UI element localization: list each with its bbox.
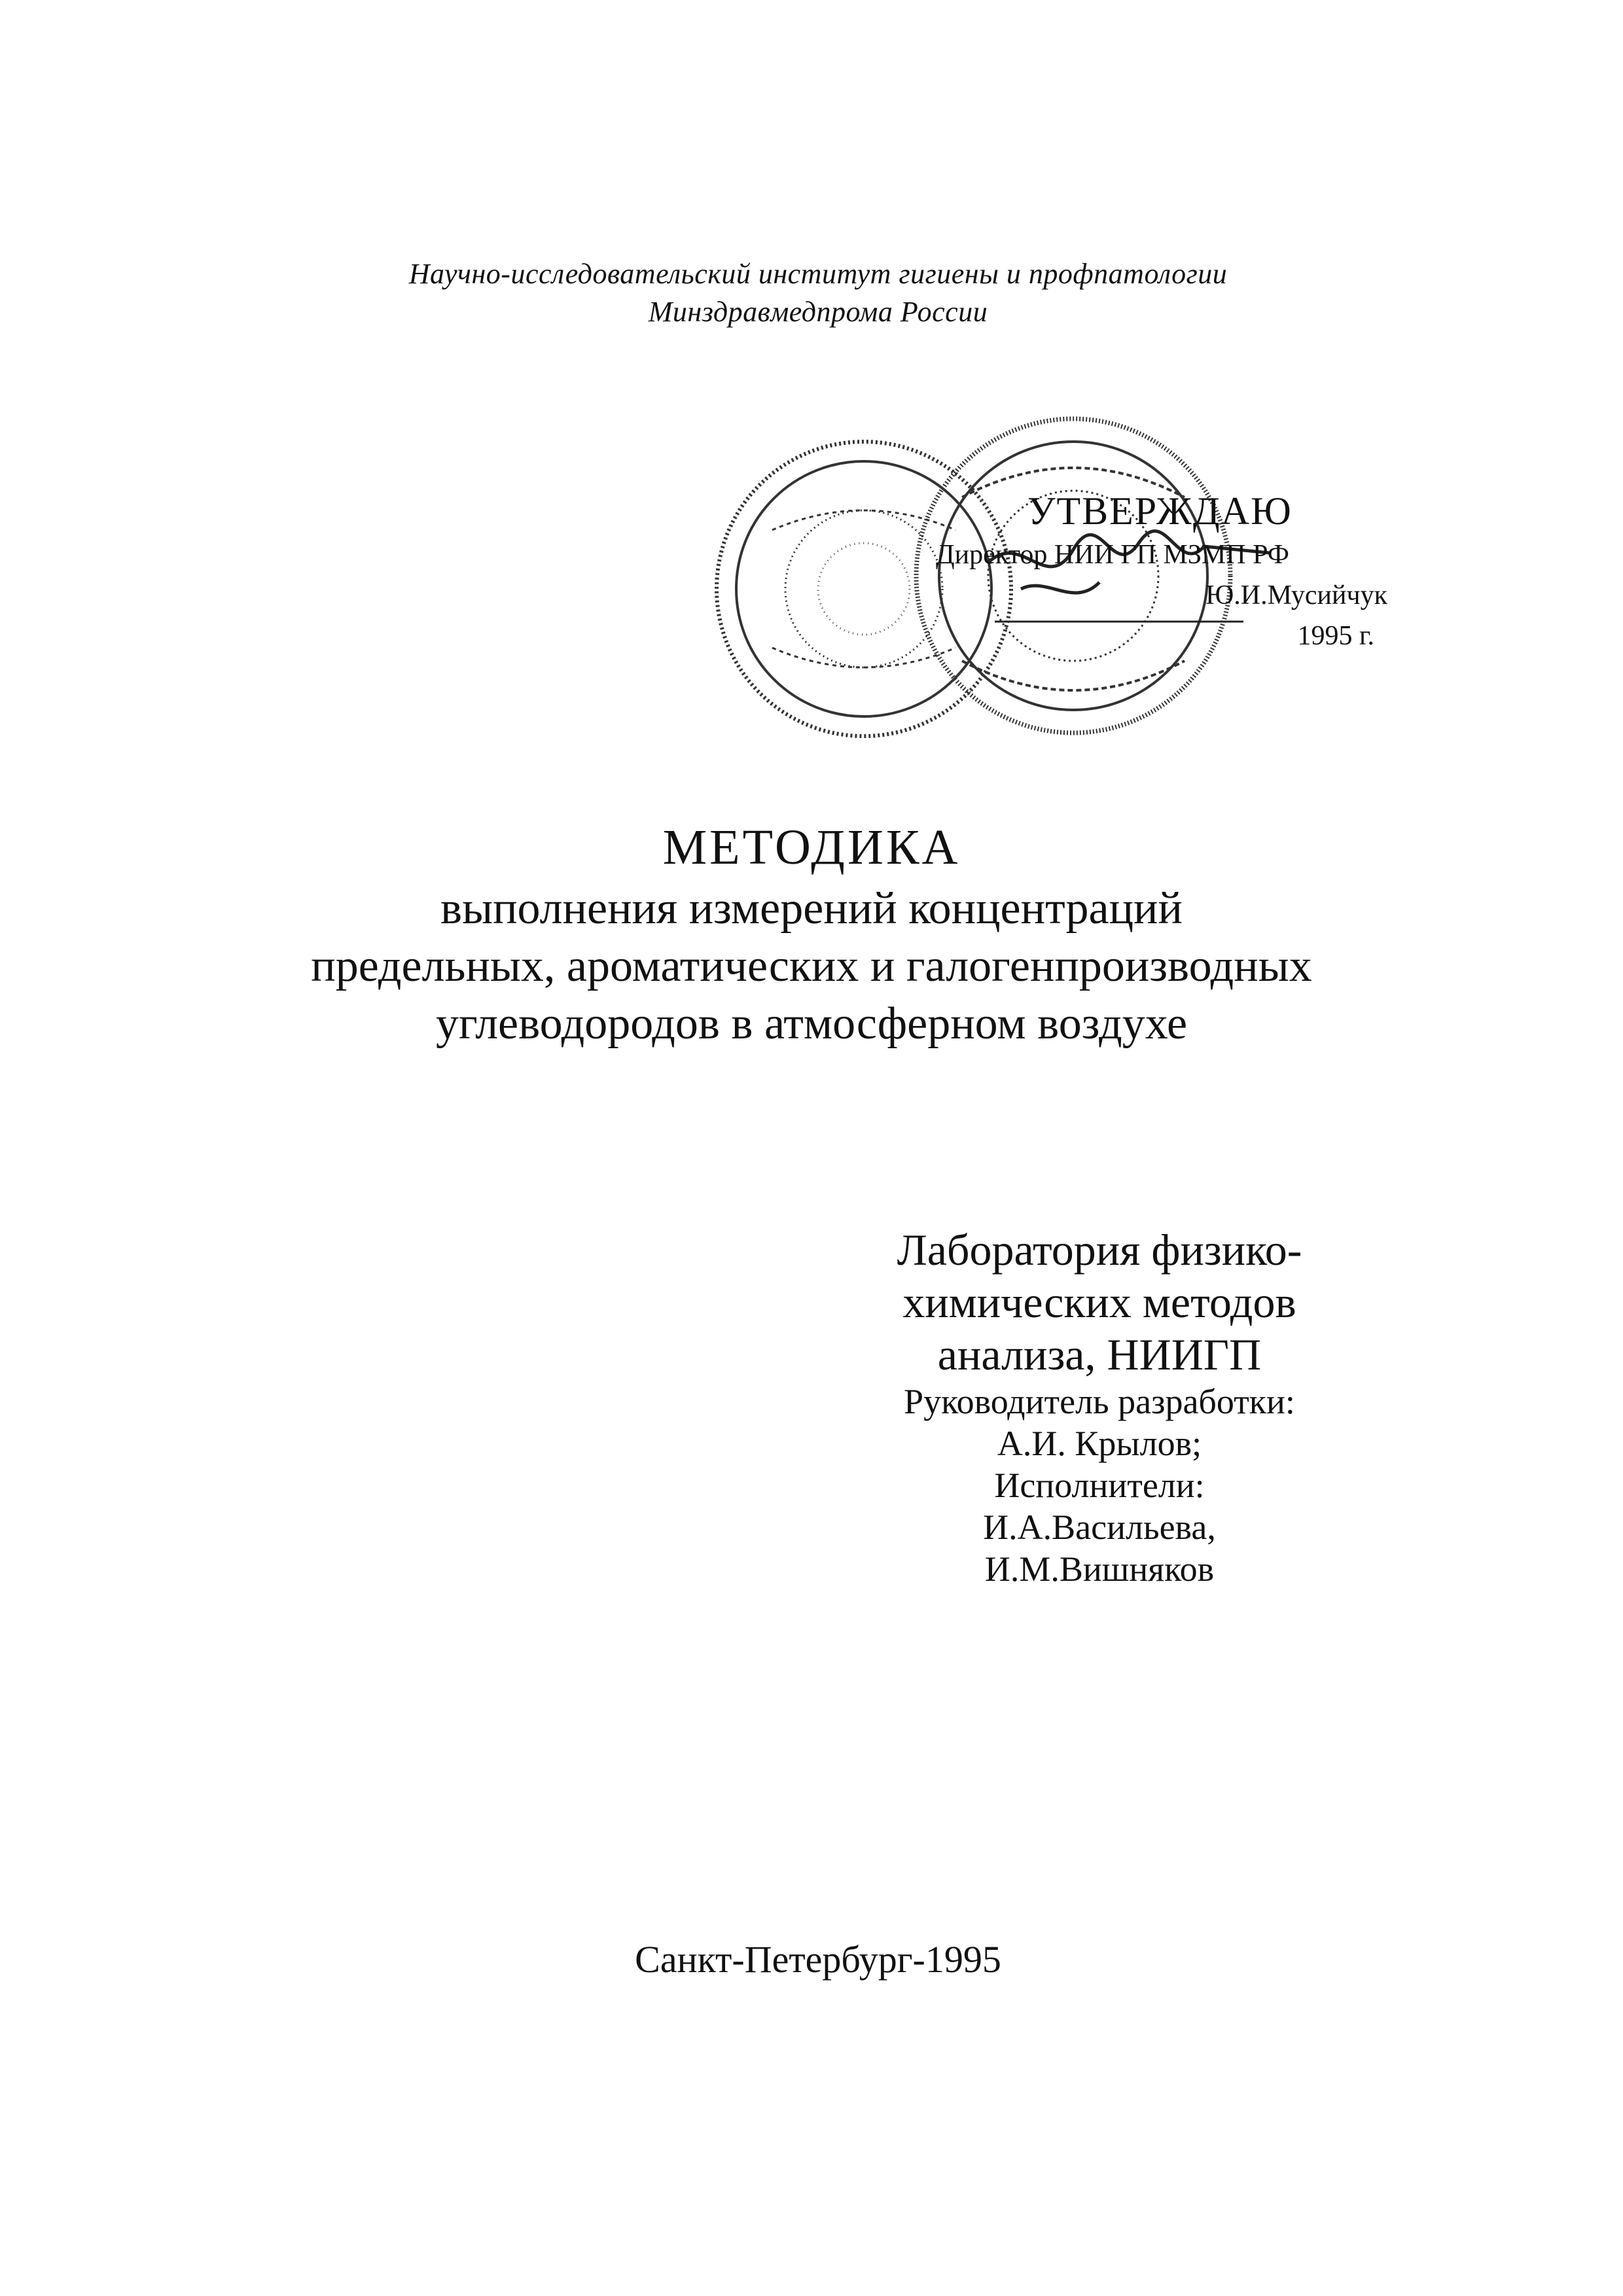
executors-label: Исполнители: (994, 1466, 1205, 1505)
approval-date: 1995 г. (1297, 621, 1374, 651)
executor-name: И.А.Васильева, (983, 1508, 1216, 1547)
approval-title: УТВЕРЖДАЮ (1027, 489, 1293, 533)
lab-name-line-1: Лаборатория физико- (897, 1225, 1302, 1275)
lead-name: А.И. Крылов; (997, 1424, 1202, 1463)
ministry-name: Минздравмедпрома России (648, 296, 988, 328)
document-subtitle-line-3: углеводородов в атмосферном воздухе (435, 998, 1188, 1049)
document-title-block (131, 815, 1492, 1053)
institution-header (262, 255, 1374, 331)
document-title: МЕТОДИКА (662, 820, 961, 875)
lab-name-line-3: анализа, НИИГП (937, 1330, 1262, 1379)
lab-name-line-2: химических методов (902, 1277, 1296, 1327)
laboratory-block (812, 1224, 1387, 1590)
approval-position: Директор НИИ ГП МЗМП РФ (936, 540, 1289, 570)
approval-signatory: Ю.И.Мусийчук (1205, 580, 1387, 610)
institution-name: Научно-исследовательский институт гигиены и профпатологии (408, 258, 1228, 290)
approval-block (936, 487, 1407, 656)
document-subtitle-line-1: выполнения измерений концентраций (440, 883, 1183, 934)
lead-label: Руководитель разработки: (904, 1382, 1295, 1421)
document-subtitle-line-2: предельных, ароматических и галогенпроизводных (311, 941, 1312, 991)
executor-name: И.М.Вишняков (984, 1549, 1215, 1589)
place-and-year: Санкт-Петербург-1995 (635, 1938, 1001, 1981)
